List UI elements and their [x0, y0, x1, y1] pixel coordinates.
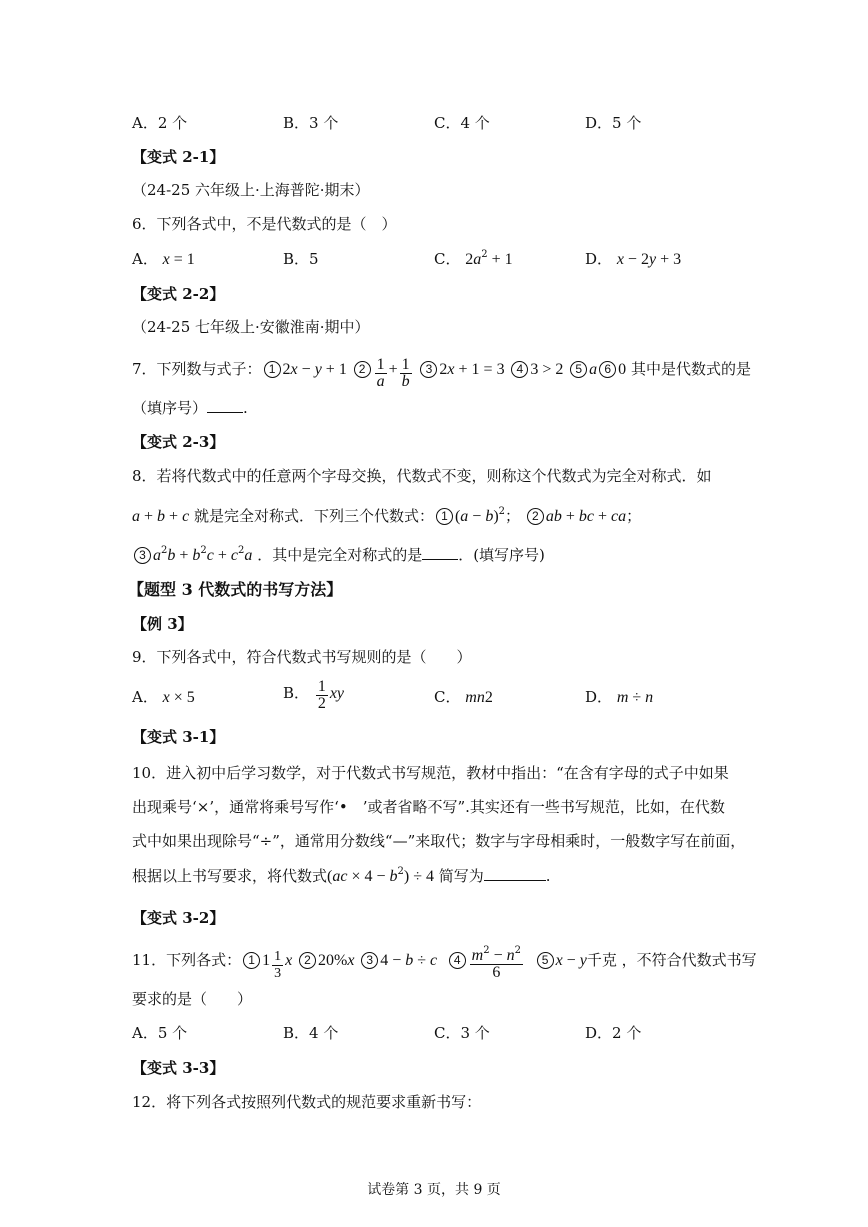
question-8-line3: 3 $a^2b + b^2c + c^2a$ ．其中是完全对称式的是 ．(填写序号) [132, 545, 545, 566]
q5-option-c: C．4 个 [434, 114, 490, 132]
variant-2-2-heading: 【变式 2-2】 [132, 285, 225, 303]
variant-3-3-heading: 【变式 3-3】 [132, 1059, 225, 1077]
q9-option-b: B． $\frac{1}{2}$ xy [283, 678, 345, 712]
question-12-stem: 12．将下列各式按照列代数式的规范要求重新书写： [132, 1093, 482, 1111]
question-6-stem: 6．下列各式中，不是代数式的是（ ） [132, 215, 397, 233]
q11-option-c: C．3 个 [434, 1024, 490, 1042]
question-8-line2: a + b + c 就是完全对称式．下列三个代数式： 1 $(a - b)^2$； 2 ab + bc + ca； [132, 506, 642, 525]
q5-option-a: A．2 个 [132, 114, 188, 132]
question-7-line1: 7．下列数与式子： 1 2x − y + 1 2 $\frac{1}{a}$ + $\frac{1}{b}$ 3 2x + 1 = 3 4 3 > 2 5 a 6 0 其中是代数式的是 [132, 356, 751, 390]
q9-option-c: C． mn2 [434, 688, 493, 706]
variant-2-3-heading: 【变式 2-3】 [132, 433, 225, 451]
q6-option-c: C． $2a^2 + 1$ [434, 249, 513, 268]
question-11-line2: 要求的是（ ） [132, 990, 253, 1008]
variant-2-1-heading: 【变式 2-1】 [132, 148, 225, 166]
type-3-heading: 【题型 3 代数式的书写方法】 [128, 580, 343, 599]
question-10-line1: 10．进入初中后学习数学，对于代数式书写规范，教材中指出：“在含有字母的式子中如果 [132, 764, 729, 782]
q6-option-b: B．5 [283, 250, 319, 268]
q5-option-b: B．3 个 [283, 114, 339, 132]
q11-option-a: A．5 个 [132, 1024, 188, 1042]
question-10-line4: 根据以上书写要求，将代数式$(ac \times 4 - b^2) \div 4$ 简写为 . [132, 866, 551, 885]
example-3-heading: 【例 3】 [132, 615, 193, 633]
q11-option-d: D．2 个 [585, 1024, 642, 1042]
q9-option-a: A． x × 5 [132, 688, 195, 706]
page-footer: 试卷第 3 页，共 9 页 [367, 1182, 501, 1198]
q9-option-d: D． m ÷ n [585, 688, 654, 706]
question-7-line2: （填序号） . [132, 399, 248, 417]
variant-2-2-source: （24-25 七年级上·安徽淮南·期中） [132, 318, 370, 336]
question-11-line1: 11．下列各式： 1 1 $\frac{1}{3}$ x 2 20%x 3 4 − b ÷ c 4 $\frac{m^2 - n^2}{6}$ 5 x − y千克 ，不符合代数式书写 [132, 945, 757, 981]
question-9-stem: 9．下列各式中，符合代数式书写规则的是（ ） [132, 648, 472, 666]
variant-3-1-heading: 【变式 3-1】 [132, 728, 225, 746]
question-10-line2: 出现乘号‘×’，通常将乘号写作‘• ’或者省略不写”.其实还有一些书写规范，比如，在代数 [132, 798, 725, 816]
q6-option-a: A． x = 1 [132, 250, 195, 268]
variant-3-2-heading: 【变式 3-2】 [132, 909, 225, 927]
variant-2-1-source: （24-25 六年级上·上海普陀·期末） [132, 181, 370, 199]
question-10-line3: 式中如果出现除号“÷”，通常用分数线“—”来取代；数字与字母相乘时，一般数字写在前面， [132, 832, 746, 850]
q6-option-d: D． x − 2y + 3 [585, 250, 682, 268]
q5-option-d: D．5 个 [585, 114, 642, 132]
question-8-line1: 8．若将代数式中的任意两个字母交换，代数式不变，则称这个代数式为完全对称式．如 [132, 467, 712, 485]
q11-option-b: B．4 个 [283, 1024, 339, 1042]
